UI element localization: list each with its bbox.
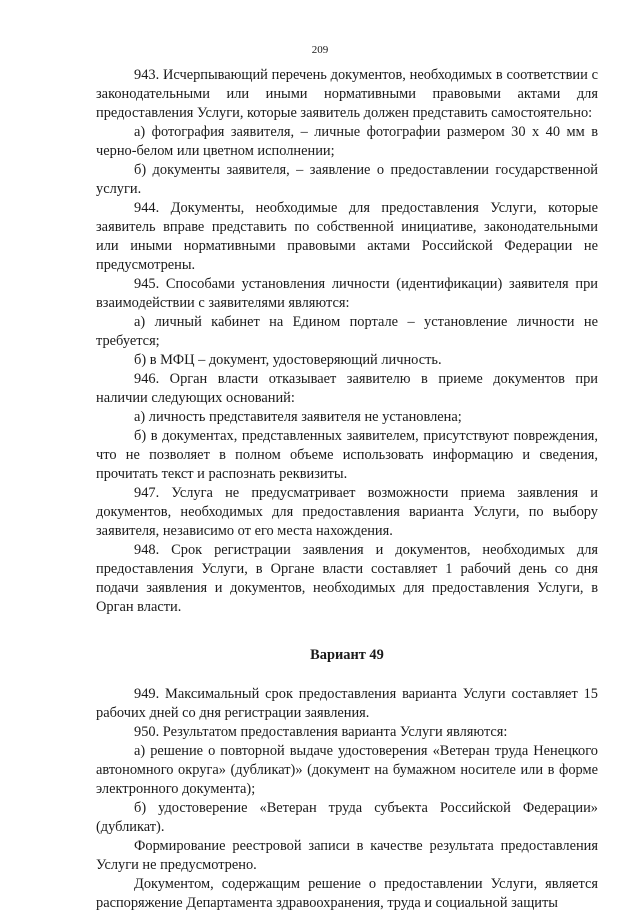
paragraph-945-a: а) личный кабинет на Едином портале – установление личности не требуется; (96, 314, 598, 349)
paragraph-950: 950. Результатом предоставления варианта Услуги являются: (134, 724, 508, 740)
paragraph-945: 945. Способами установления личности (идентификации) заявителя при взаимодействии с заявителями являются: (96, 276, 598, 311)
paragraph-948: 948. Срок регистрации заявления и документов, необходимых для предоставления Услуги, в Органе власти составляет 1 рабочий день со дня подачи заявления и документов, необходимых для предоставления Услуги, в Орган власти. (96, 542, 598, 615)
paragraph-945-b: б) в МФЦ – документ, удостоверяющий личность. (134, 352, 442, 368)
paragraph-943-a: а) фотография заявителя, – личные фотографии размером 30 x 40 мм в черно-белом или цветном исполнении; (96, 124, 598, 159)
paragraph-950-c: Формирование реестровой записи в качестве результата предоставления Услуги не предусмотрено. (96, 838, 598, 873)
paragraph-943-b: б) документы заявителя, – заявление о предоставлении государственной услуги. (96, 162, 598, 197)
paragraph-946-a: а) личность представителя заявителя не установлена; (134, 409, 462, 425)
paragraph-946: 946. Орган власти отказывает заявителю в приеме документов при наличии следующих оснований: (96, 371, 598, 406)
document-body (96, 66, 598, 913)
paragraph-946-b: б) в документах, представленных заявителем, присутствуют повреждения, что не позволяет в полном объеме использовать информацию и сведения, прочитать текст и распознать реквизиты. (96, 428, 598, 482)
page-number: 209 (311, 44, 329, 56)
paragraph-944: 944. Документы, необходимые для предоставления Услуги, которые заявитель вправе представить по собственной инициативе, законодательными или иными нормативными правовыми актами Российской Федерации не предусмотрены. (96, 200, 598, 273)
paragraph-949: 949. Максимальный срок предоставления варианта Услуги составляет 15 рабочих дней со дня регистрации заявления. (96, 686, 598, 721)
section-heading: Вариант 49 (310, 647, 384, 663)
paragraph-950-d: Документом, содержащим решение о предоставлении Услуги, является распоряжение Департамента здравоохранения, труда и социальной защиты (96, 876, 598, 911)
paragraph-950-b: б) удостоверение «Ветеран труда субъекта Российской Федерации» (дубликат). (96, 800, 598, 835)
paragraph-947: 947. Услуга не предусматривает возможности приема заявления и документов, необходимых для предоставления варианта Услуги, по выбору заявителя, независимо от его места нахождения. (96, 485, 598, 539)
paragraph-950-a: а) решение о повторной выдаче удостоверения «Ветеран труда Ненецкого автономного округа» (дубликат)» (документ на бумажном носителе или в форме электронного документа); (96, 743, 598, 797)
paragraph-943: 943. Исчерпывающий перечень документов, необходимых в соответствии с законодательными или иными нормативными правовыми актами для предоставления Услуги, которые заявитель должен представить самостоятельно: (96, 67, 598, 121)
